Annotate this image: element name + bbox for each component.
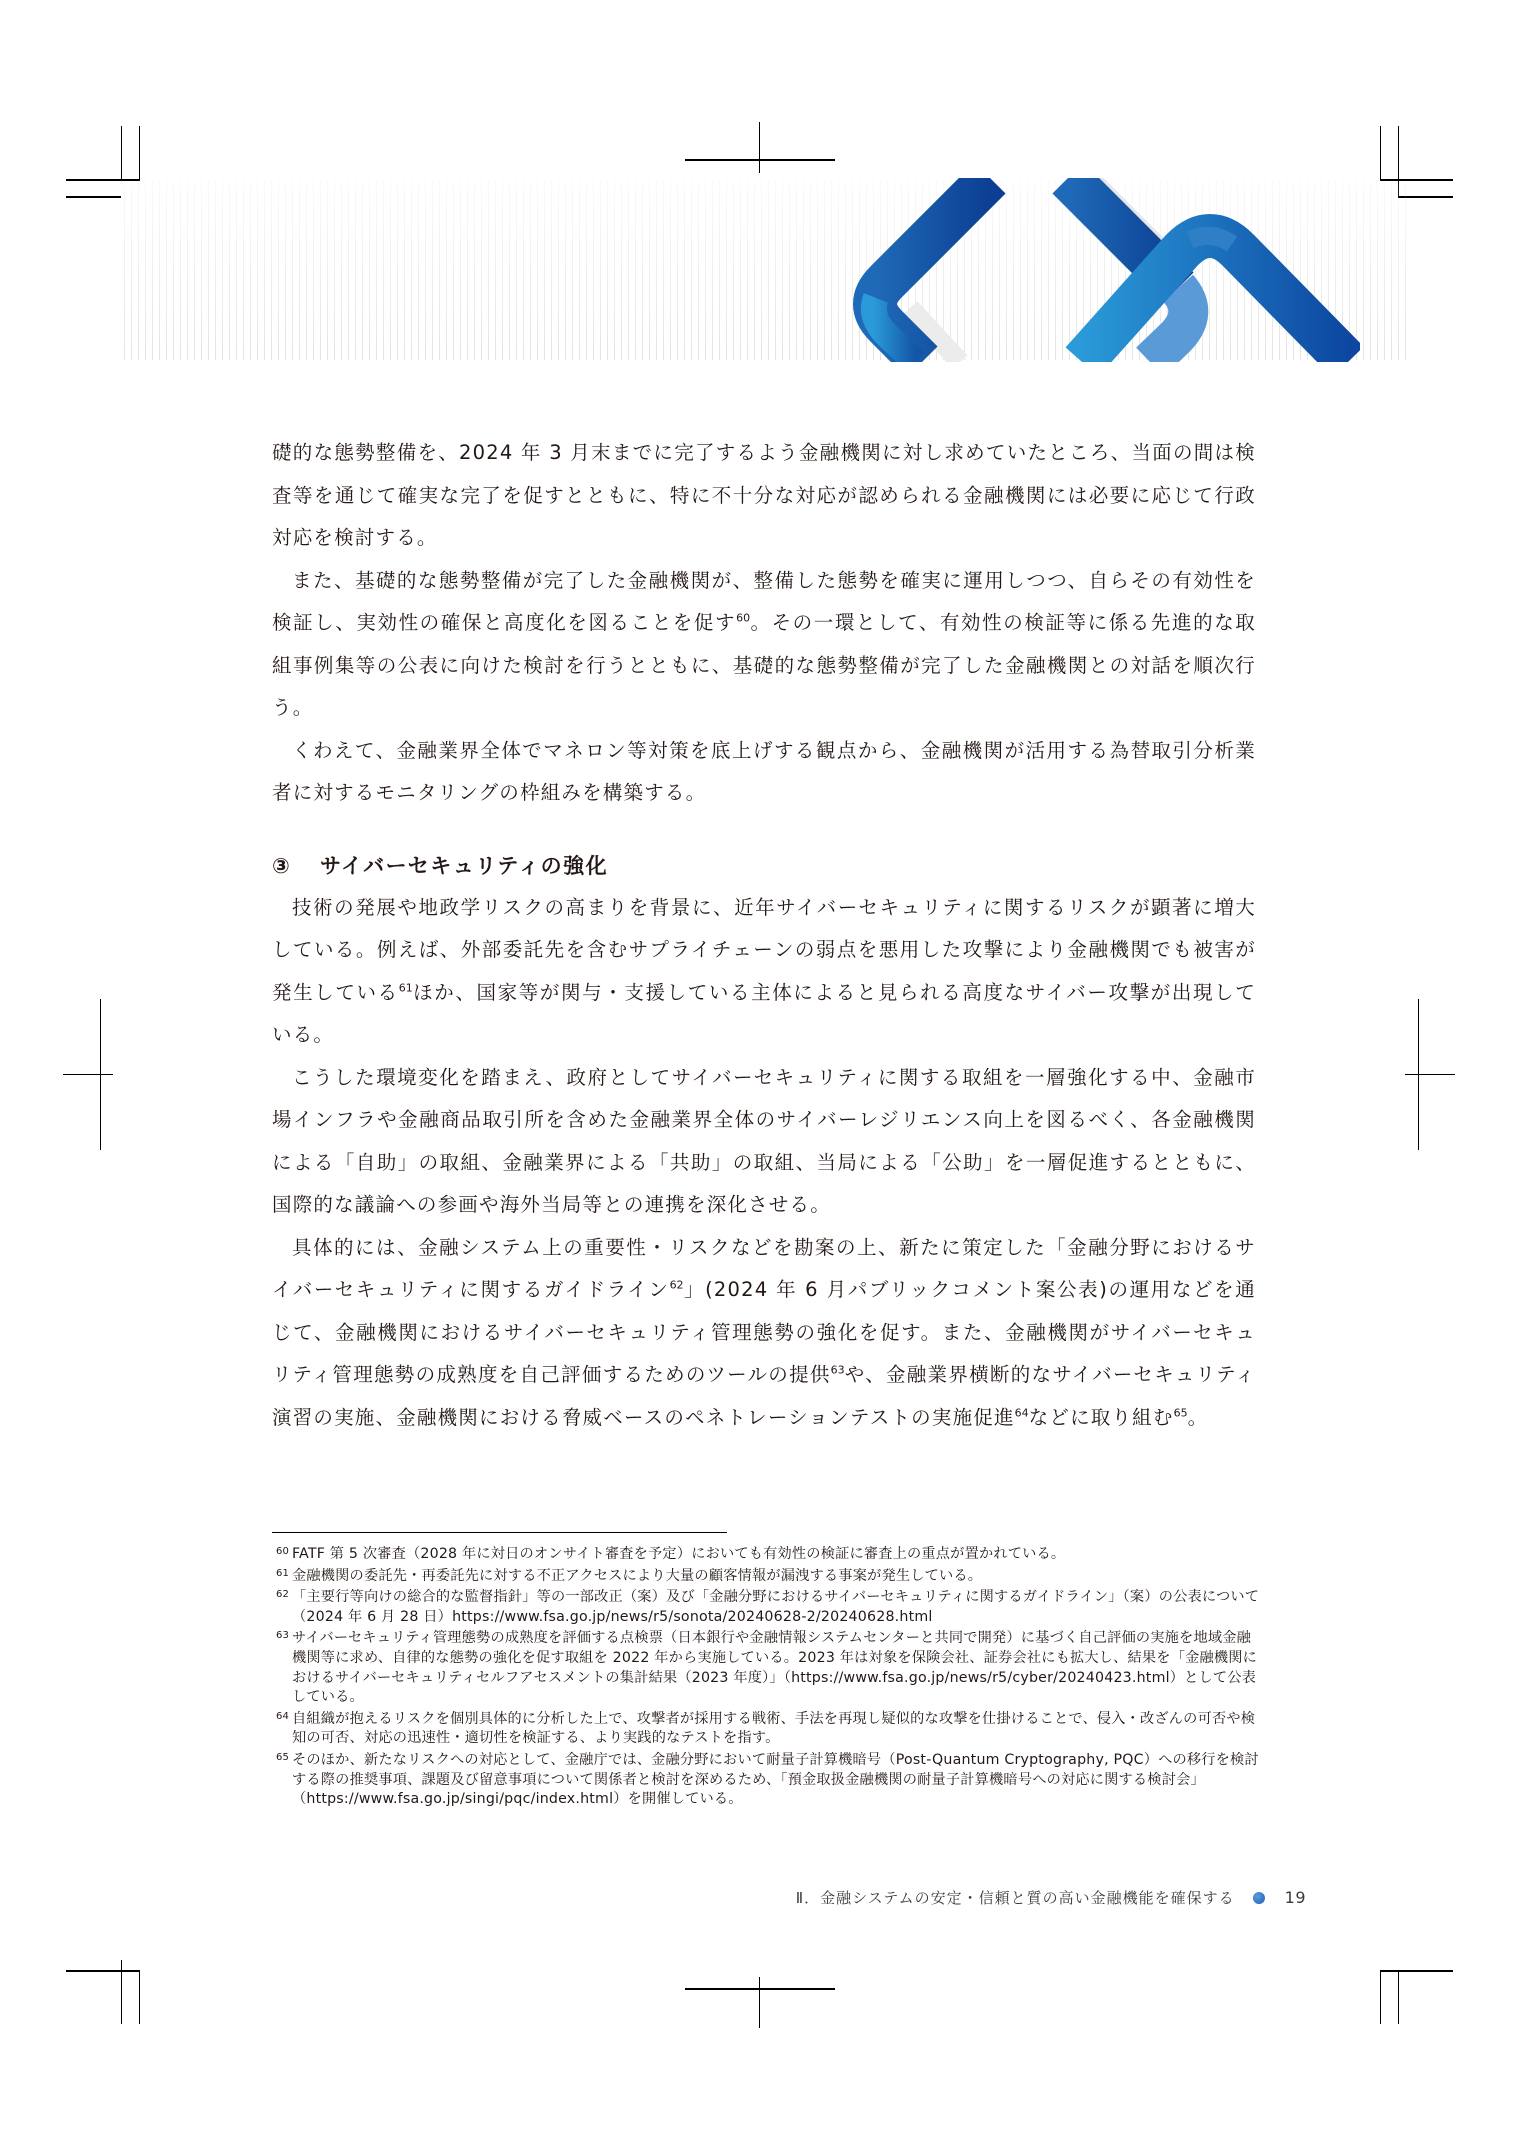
footnote-ref[interactable]: 64 [1014, 1406, 1029, 1419]
footnote-text: そのほか、新たなリスクへの対応として、金融庁では、金融分野において耐量子計算機暗号（Post-Quantum Cryptography, PQC）への移行を検討する際の推奨事項、課題及び留意事項について関係者と検討を深めるため、「預金取扱金融機関の耐量子計算機暗号への対応に関する検討会」（https://www.fsa.go.jp/singi/pqc/index.html）を開催している。 [292, 1751, 1259, 1808]
crop-mark-top-center-h [685, 159, 835, 161]
footnotes [272, 1545, 1262, 1812]
crop-mark-mid-left-h [63, 1074, 113, 1075]
footnote-text: FATF 第 5 次審査（2028 年に対日のオンサイト審査を予定）においても有効性の検証に審査上の重点が置かれている。 [292, 1546, 1066, 1562]
crop-mark-top-right-v1 [1380, 126, 1381, 179]
footnote-62 [272, 1588, 1262, 1627]
body-paragraphs-section [272, 887, 1256, 1440]
footnote-text: 金融機関の委託先・再委託先に対する不正アクセスにより大量の顧客情報が漏洩する事案が発生している。 [292, 1567, 983, 1584]
footnote-number: 60 [276, 1546, 290, 1557]
footnote-number: 61 [276, 1567, 290, 1579]
body-paragraphs-top [272, 432, 1256, 815]
main-content [272, 432, 1256, 1439]
paragraph-text: 技術の発展や地政学リスクの高まりを背景に、近年サイバーセキュリティに関するリスクが顕著に増大している。例えば、外部委託先を含むサプライチェーンの弱点を悪用した攻撃により金融機関でも被害が発生している [272, 895, 1256, 1004]
footnote-text: サイバーセキュリティ管理態勢の成熟度を評価する点検票（日本銀行や金融情報システムセンターと共同で開発）に基づく自己評価の実施を地域金融機関等に求め、自律的な態勢の強化を促す取組を 2022 年から実施している。2023 年は対象を保険会社、証券会社にも拡大し、結果を「金融機関におけるサイバーセキュリティセルフアセスメントの集計結果（2023 年度）」（https://www.fsa.go.jp/news/r5/cyber/20240423.html）として公表している。 [292, 1630, 1258, 1706]
crop-mark-bottom-right-v2 [1398, 1970, 1399, 2024]
footnote-ref[interactable]: 65 [1173, 1406, 1188, 1419]
footnote-ref[interactable]: 60 [736, 611, 751, 625]
footnote-64 [272, 1710, 1262, 1749]
chapter-title: Ⅱ．金融システムの安定・信頼と質の高い金融機能を確保する [795, 1889, 1235, 1907]
footnote-ref[interactable]: 62 [669, 1278, 684, 1292]
body-paragraph [272, 887, 1256, 1057]
footnote-separator [272, 1532, 727, 1533]
footnote-ref[interactable]: 63 [830, 1363, 845, 1377]
crop-mark-bottom-right-v1 [1380, 1970, 1381, 2024]
crop-mark-bottom-left-h [66, 1970, 140, 1972]
paragraph-text: こうした環境変化を踏まえ、政府としてサイバーセキュリティに関する取組を一層強化する中、金融市場インフラや金融商品取引所を含めた金融業界全体のサイバーレジリエンス向上を図るべく、各金融機関による「自助」の取組、金融業界による「共助」の取組、当局による「公助」を一層促進するとともに、国際的な議論への参画や海外当局等との連携を深化させる。 [272, 1065, 1256, 1216]
blue-dot-icon [1253, 1892, 1265, 1904]
paragraph-text: ほか、国家等が関与・支援している主体によると見られる高度なサイバー攻撃が出現している。 [272, 980, 1256, 1046]
footnote-63 [272, 1629, 1262, 1707]
paragraph-text: くわえて、金融業界全体でマネロン等対策を底上げする観点から、金融機関が活用する為替取引分析業者に対するモニタリングの枠組みを構築する。 [272, 738, 1256, 804]
paragraph-text: や、金融業界横断的なサイバーセキュリティ演習の実施、金融機関における脅威ベースのペネトレーションテストの実施促進 [272, 1363, 1257, 1429]
footnote-number: 62 [276, 1589, 290, 1601]
crop-mark-top-center-v [759, 122, 760, 173]
footnote-text: 「主要行等向けの総合的な監督指針」等の一部改正（案）及び「金融分野におけるサイバーセキュリティに関するガイドライン」（案）の公表について（2024 年 6 月 28 日）https://www.fsa.go.jp/news/r5/sonota/20240628-2/20240628.html [292, 1589, 1260, 1625]
footnote-number: 65 [276, 1751, 290, 1763]
section-number: ③ [272, 853, 292, 878]
paragraph-text: 具体的には、金融システム上の重要性・リスクなどを勘案の上、新たに策定した「金融分野におけるサイバーセキュリティに関するガイドライン [272, 1235, 1256, 1301]
paragraph-text: 。その一環として、有効性の検証等に係る先進的な取組事例集等の公表に向けた検討を行うとともに、基礎的な態勢整備が完了した金融機関との対話を順次行う。 [272, 611, 1256, 719]
body-paragraph [272, 1227, 1256, 1440]
crop-mark-bottom-center-h [685, 1988, 835, 1990]
footnote-60 [272, 1545, 1262, 1565]
body-paragraph [272, 560, 1256, 730]
crop-mark-top-left-h2 [66, 196, 121, 198]
crop-mark-top-left-v2 [139, 126, 140, 179]
chain-link-decoration-icon [850, 178, 1360, 362]
paragraph-text: 。 [1187, 1405, 1209, 1429]
crop-mark-top-left-v1 [121, 126, 122, 179]
footnote-ref[interactable]: 61 [398, 981, 413, 994]
crop-mark-mid-right-h [1405, 1074, 1455, 1075]
section-title: サイバーセキュリティの強化 [320, 853, 609, 878]
page-number: 19 [1284, 1888, 1306, 1907]
paragraph-text: 」(2024 年 6 月パブリックコメント案公表)の運用などを通じて、金融機関におけるサイバーセキュリティ管理態勢の強化を促す。また、金融機関がサイバーセキュリティ管理態勢の成熟度を自己評価するためのツールの提供 [272, 1278, 1257, 1386]
footnote-61 [272, 1567, 1262, 1587]
section-heading [272, 845, 1256, 887]
body-paragraph [272, 730, 1256, 815]
footnote-text: 自組織が抱えるリスクを個別具体的に分析した上で、攻撃者が採用する戦術、手法を再現し疑似的な攻撃を仕掛けることで、侵入・改ざんの可否や検知の可否、対応の迅速性・適切性を検証する、より実践的なテストを指す。 [292, 1710, 1256, 1747]
crop-mark-bottom-left-v1 [121, 1960, 122, 2024]
body-paragraph [272, 432, 1256, 560]
crop-mark-bottom-left-v2 [139, 1970, 140, 2024]
paragraph-text: 礎的な態勢整備を、2024 年 3 月末までに完了するよう金融機関に対し求めていたところ、当面の間は検査等を通じて確実な完了を促すとともに、特に不十分な対応が認められる金融機関には必要に応じて行政対応を検討する。 [272, 441, 1256, 549]
footnote-65 [272, 1751, 1262, 1810]
paragraph-text: などに取り組む [1028, 1405, 1174, 1429]
footnote-number: 64 [276, 1710, 290, 1722]
crop-mark-bottom-right-h [1380, 1970, 1453, 1972]
paragraph-text: また、基礎的な態勢整備が完了した金融機関が、整備した態勢を確実に運用しつつ、自らその有効性を検証し、実効性の確保と高度化を図ることを促す [272, 568, 1256, 634]
page-footer [796, 1887, 1306, 1908]
body-paragraph [272, 1057, 1256, 1227]
footnote-number: 63 [276, 1630, 290, 1642]
crop-mark-bottom-center-v [759, 1977, 760, 2028]
